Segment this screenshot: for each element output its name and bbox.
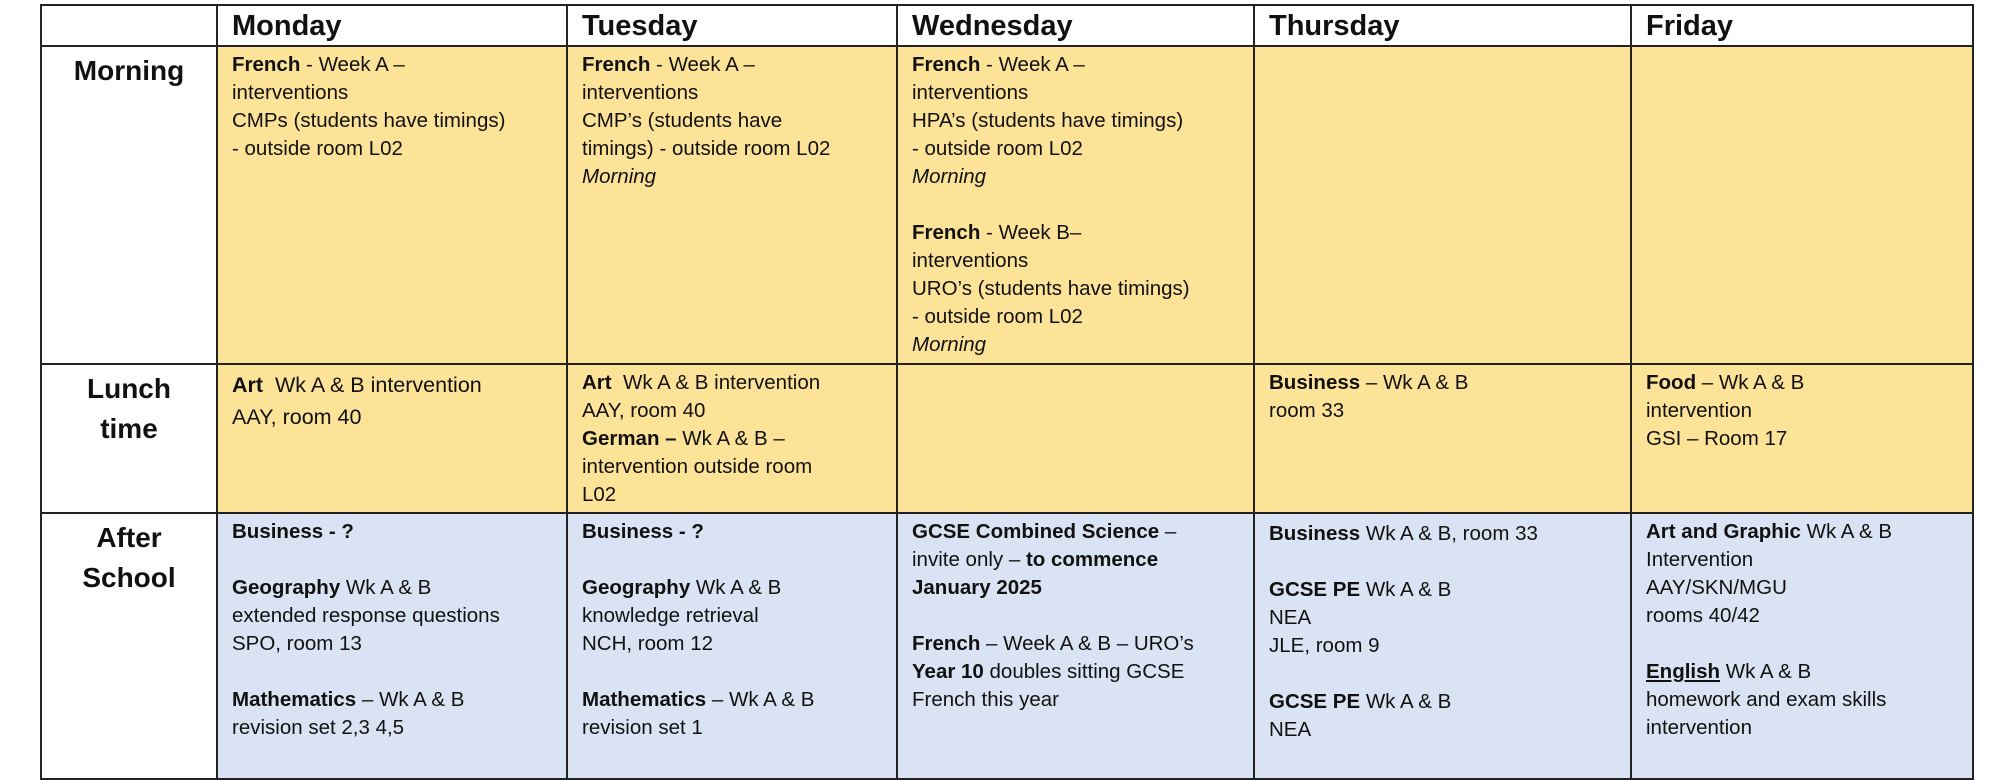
- header-row: [41, 5, 1973, 46]
- row-label-lunch: Lunch time: [41, 364, 217, 513]
- day-friday: Friday: [1631, 5, 1973, 46]
- corner-cell: [41, 5, 217, 46]
- after-thursday-cell: Business Wk A & B, room 33 GCSE PE Wk A & B NEA JLE, room 9 GCSE PE Wk A & B NEA: [1254, 513, 1631, 779]
- morning-monday-cell: French - Week A – interventions CMPs (students have timings) - outside room L02: [217, 46, 567, 364]
- after-tuesday-cell: Business - ? Geography Wk A & B knowledge retrieval NCH, room 12 Mathematics – Wk A & B revision set 1: [567, 513, 897, 779]
- morning-row: [41, 46, 1973, 364]
- morning-wednesday-cell: French - Week A – interventions HPA’s (students have timings) - outside room L02 Morning French - Week B– interventions URO’s (students have timings) - outside room L02 Morning: [897, 46, 1254, 364]
- day-monday: Monday: [217, 5, 567, 46]
- morning-thursday-cell: [1254, 46, 1631, 364]
- timetable: [40, 4, 1974, 780]
- row-label-after-school: After School: [41, 513, 217, 779]
- after-wednesday-cell: GCSE Combined Science – invite only – to commence January 2025 French – Week A & B – URO’s Year 10 doubles sitting GCSE French this year: [897, 513, 1254, 779]
- day-tuesday: Tuesday: [567, 5, 897, 46]
- morning-friday-cell: [1631, 46, 1973, 364]
- lunch-friday-cell: Food – Wk A & B intervention GSI – Room 17: [1631, 364, 1973, 513]
- day-wednesday: Wednesday: [897, 5, 1254, 46]
- morning-tuesday-cell: French - Week A – interventions CMP’s (students have timings) - outside room L02 Morning: [567, 46, 897, 364]
- lunch-row: [41, 364, 1973, 513]
- lunch-tuesday-cell: Art Wk A & B intervention AAY, room 40 German – Wk A & B – intervention outside room L02: [567, 364, 897, 513]
- after-monday-cell: Business - ? Geography Wk A & B extended response questions SPO, room 13 Mathematics – Wk A & B revision set 2,3 4,5: [217, 513, 567, 779]
- row-label-morning: Morning: [41, 46, 217, 364]
- lunch-wednesday-cell: [897, 364, 1254, 513]
- after-friday-cell: Art and Graphic Wk A & B Intervention AAY/SKN/MGU rooms 40/42 English Wk A & B homework and exam skills intervention: [1631, 513, 1973, 779]
- after-school-row: [41, 513, 1973, 779]
- lunch-thursday-cell: Business – Wk A & B room 33: [1254, 364, 1631, 513]
- lunch-monday-cell: Art Wk A & B intervention AAY, room 40: [217, 364, 567, 513]
- day-thursday: Thursday: [1254, 5, 1631, 46]
